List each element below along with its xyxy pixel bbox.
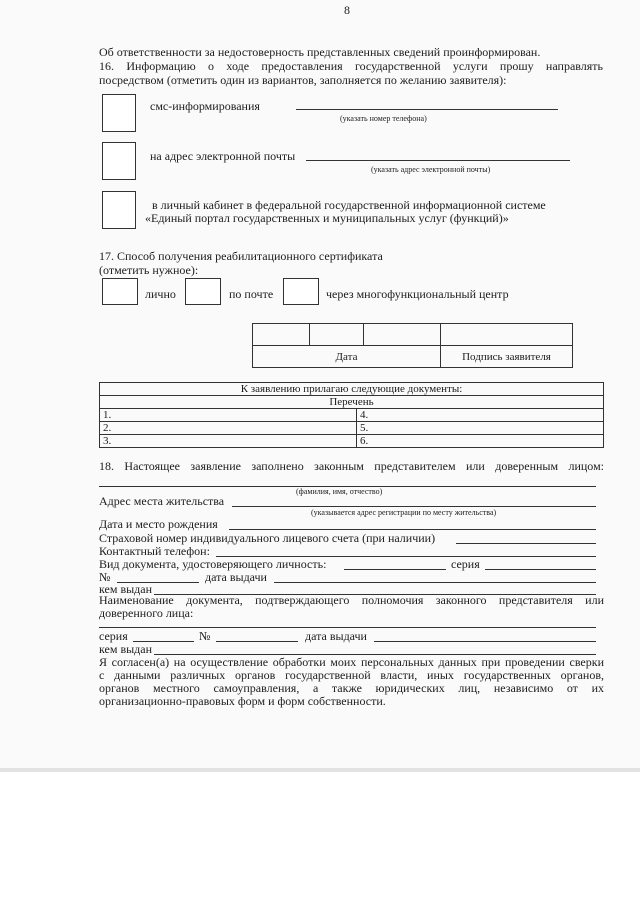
email-checkbox[interactable] <box>102 142 136 180</box>
page-shadow <box>0 768 640 772</box>
mail-checkbox[interactable] <box>185 278 221 305</box>
address-label: Адрес места жительства <box>99 494 225 508</box>
document-row[interactable]: 4. <box>357 409 604 422</box>
mfc-checkbox[interactable] <box>283 278 319 305</box>
snils-label: Страховой номер индивидуального лицевого счета (при наличии) <box>99 531 436 545</box>
series-input-line[interactable] <box>485 569 596 570</box>
page-number: 8 <box>344 3 350 17</box>
number2-label: № <box>199 629 211 643</box>
issue-date-label: дата выдачи <box>205 570 267 584</box>
mfc-option-label: через многофункциональный центр <box>326 287 509 301</box>
section-18-heading: 18. Настоящее заявление заполнено законным представителем или доверенным лицом: <box>99 459 604 473</box>
birth-input-line[interactable] <box>229 529 596 530</box>
snils-input-line[interactable] <box>456 543 596 544</box>
portal-option-label-2: «Единый портал государственных и муниципальных услуг (функций)» <box>145 211 509 225</box>
issued-by2-label: кем выдан <box>99 642 153 656</box>
email-input-line[interactable] <box>306 160 570 161</box>
address-input-line[interactable] <box>232 506 596 507</box>
id-document-label: Вид документа, удостоверяющего личность: <box>99 557 327 571</box>
signature-caption: Подпись заявителя <box>441 346 573 368</box>
date-cell-day[interactable] <box>253 324 310 346</box>
section-17-heading: 17. Способ получения реабилитационного сертификата <box>99 249 383 263</box>
document-row[interactable]: 2. <box>100 422 357 435</box>
issue-date-input-line[interactable] <box>274 582 596 583</box>
issued-by-label: кем выдан <box>99 582 153 596</box>
series2-label: серия <box>99 629 128 643</box>
document-row[interactable]: 6. <box>357 435 604 448</box>
phone-hint: (указать номер телефона) <box>340 114 427 123</box>
section-16-heading: 16. Информацию о ходе предоставления государственной услуги прошу направлять <box>99 59 603 73</box>
authority-document-input-line[interactable] <box>99 627 596 628</box>
email-hint: (указать адрес электронной почты) <box>371 165 491 174</box>
birth-label: Дата и место рождения <box>99 517 218 531</box>
email-option-label: на адрес электронной почты <box>150 149 296 163</box>
date-signature-table <box>252 323 573 368</box>
personal-checkbox[interactable] <box>102 278 138 305</box>
mail-option-label: по почте <box>229 287 274 301</box>
section-17-instruction: (отметить нужное): <box>99 263 199 277</box>
consent-text-3: органов местного самоуправления, а также юридических лиц, независимо от их <box>99 681 604 695</box>
document-row[interactable]: 3. <box>100 435 357 448</box>
consent-text-4: организационно-правовых форм и форм собственности. <box>99 694 386 708</box>
phone-input-line[interactable] <box>296 109 558 110</box>
issue-date2-input-line[interactable] <box>374 641 596 642</box>
issue-date2-label: дата выдачи <box>305 629 367 643</box>
date-cell-month[interactable] <box>310 324 364 346</box>
phone-label: Контактный телефон: <box>99 544 210 558</box>
address-hint: (указывается адрес регистрации по месту жительства) <box>311 508 497 517</box>
id-document-input-line[interactable] <box>344 569 446 570</box>
attached-documents-table <box>99 382 604 448</box>
consent-text-1: Я согласен(а) на осуществление обработки моих персональных данных при проведении сверки <box>99 655 604 669</box>
document-row[interactable]: 5. <box>357 422 604 435</box>
document-row[interactable]: 1. <box>100 409 357 422</box>
authority-document-label-1: Наименование документа, подтверждающего полномочия законного представителя или <box>99 593 604 607</box>
portal-option-label-1: в личный кабинет в федеральной государственной информационной системе <box>152 198 546 212</box>
sms-option-label: смс-информирования <box>150 99 260 113</box>
number-label: № <box>99 570 111 584</box>
section-16-instruction: посредством (отметить один из вариантов, заполняется по желанию заявителя): <box>99 73 507 87</box>
authority-document-label-2: доверенного лица: <box>99 606 194 620</box>
series-label: серия <box>451 557 480 571</box>
portal-checkbox[interactable] <box>102 191 136 229</box>
date-cell-year[interactable] <box>364 324 441 346</box>
consent-text-2: с данными различных органов государственной власти, иных государственных органов, <box>99 668 604 682</box>
signature-cell[interactable] <box>441 324 573 346</box>
documents-subheader: Перечень <box>100 396 604 409</box>
number2-input-line[interactable] <box>216 641 298 642</box>
personal-option-label: лично <box>145 287 176 301</box>
responsibility-notice: Об ответственности за недостоверность представленных сведений проинформирован. <box>99 45 541 59</box>
documents-header: К заявлению прилагаю следующие документы: <box>100 383 604 396</box>
fio-hint: (фамилия, имя, отчество) <box>296 487 383 496</box>
date-caption: Дата <box>253 346 441 368</box>
sms-checkbox[interactable] <box>102 94 136 132</box>
